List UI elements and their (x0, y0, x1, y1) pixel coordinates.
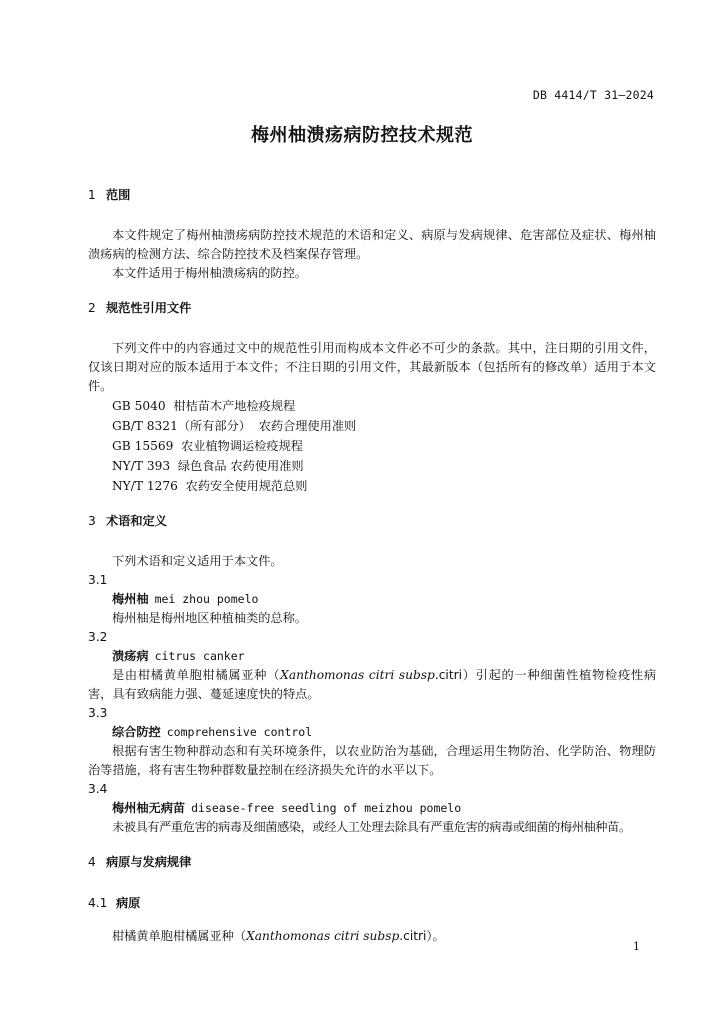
reference-title: 农药合理使用准则 (258, 419, 357, 433)
scientific-name: Xanthomonas citri subsp. (280, 668, 439, 682)
subsection-4-1-text (88, 927, 656, 946)
section-title: 规范性引用文件 (106, 301, 192, 315)
term-en: disease-free seedling of meizhou pomelo (191, 801, 462, 815)
reference-code: GB 5040 (112, 399, 166, 413)
reference-code: GB/T 8321（所有部分） (112, 419, 251, 433)
reference-item (88, 476, 656, 496)
reference-item (88, 416, 656, 436)
reference-item (88, 456, 656, 476)
reference-item (88, 396, 656, 416)
subsection-number: 4.1 (88, 896, 108, 910)
term-definition: 未被具有严重危害的病毒及细菌感染，或经人工处理去除具有严重危害的病毒或细菌的梅州柚种苗。 (112, 820, 631, 834)
pathogen-text: citri）。 (403, 929, 445, 943)
standard-number: DB 4414/T 31—2024 (532, 88, 654, 102)
term-zh: 溃疡病 (112, 649, 149, 663)
term-en: comprehensive control (166, 725, 313, 739)
page-number: 1 (633, 940, 640, 953)
section-number: 3 (88, 514, 96, 528)
reference-code: GB 15569 (112, 439, 174, 453)
section-title: 病原与发病规律 (106, 855, 192, 869)
section-title: 范围 (106, 188, 131, 202)
term-definition (88, 666, 656, 704)
section-1-heading (88, 184, 656, 206)
section-number: 1 (88, 188, 96, 202)
section-2-paragraph: 下列文件中的内容通过文中的规范性引用而构成本文件必不可少的条款。其中，注日期的引用文件，仅该日期对应的版本适用于本文件；不注日期的引用文件，其最新版本（包括所有的修改单）适用于本文件。 (88, 341, 656, 393)
subsection-4-1-heading (88, 893, 656, 913)
term-heading (88, 647, 656, 666)
term-heading (88, 723, 656, 742)
reference-item (88, 436, 656, 456)
section-3-intro: 下列术语和定义适用于本文件。 (112, 554, 283, 568)
term-zh: 梅州柚 (112, 592, 149, 606)
reference-code: NY/T 1276 (112, 479, 178, 493)
section-1-paragraph-2: 本文件适用于梅州柚溃疡病的防控。 (112, 266, 307, 280)
section-number: 4 (88, 855, 96, 869)
term-zh: 综合防控 (112, 725, 161, 739)
section-3-heading (88, 510, 656, 532)
reference-title: 绿色食品 农药使用准则 (177, 459, 304, 473)
definition-text: citri）引起的一种细菌性植物检疫性病害，具有致病能力强、蔓延速度快的特点。 (88, 668, 657, 701)
term-number: 3.3 (88, 706, 108, 720)
document-title: 梅州柚溃疡病防控技术规范 (251, 125, 473, 146)
reference-title: 柑桔苗木产地检疫规程 (173, 399, 296, 413)
reference-title: 农业植物调运检疫规程 (181, 439, 303, 453)
term-number: 3.2 (88, 630, 108, 644)
scientific-name: Xanthomonas citri subsp. (246, 929, 404, 943)
term-heading (88, 799, 656, 818)
section-number: 2 (88, 301, 96, 315)
pathogen-text: 柑橘黄单胞柑橘属亚种（ (112, 929, 247, 943)
reference-title: 农药安全使用规范总则 (185, 479, 308, 493)
subsection-title: 病原 (116, 896, 141, 910)
term-number: 3.4 (88, 782, 108, 796)
section-2-heading (88, 297, 656, 319)
term-en: mei zhou pomelo (154, 592, 259, 606)
section-4-heading (88, 851, 656, 873)
document-body (88, 184, 656, 946)
term-number: 3.1 (88, 573, 108, 587)
definition-text: 是由柑橘黄单胞柑橘属亚种（ (112, 668, 281, 682)
term-en: citrus canker (154, 649, 245, 663)
term-zh: 梅州柚无病苗 (112, 801, 186, 815)
section-1-paragraph-1: 本文件规定了梅州柚溃疡病防控技术规范的术语和定义、病原与发病规律、危害部位及症状、梅州柚溃疡病的检测方法、综合防控技术及档案保存管理。 (88, 228, 656, 261)
term-definition: 根据有害生物种群动态和有关环境条件，以农业防治为基础，合理运用生物防治、化学防治、物理防治等措施，将有害生物种群数量控制在经济损失允许的水平以下。 (88, 744, 656, 777)
term-heading (88, 590, 656, 609)
term-definition: 梅州柚是梅州地区种植柚类的总称。 (112, 611, 307, 625)
section-title: 术语和定义 (106, 514, 167, 528)
reference-code: NY/T 393 (112, 459, 171, 473)
